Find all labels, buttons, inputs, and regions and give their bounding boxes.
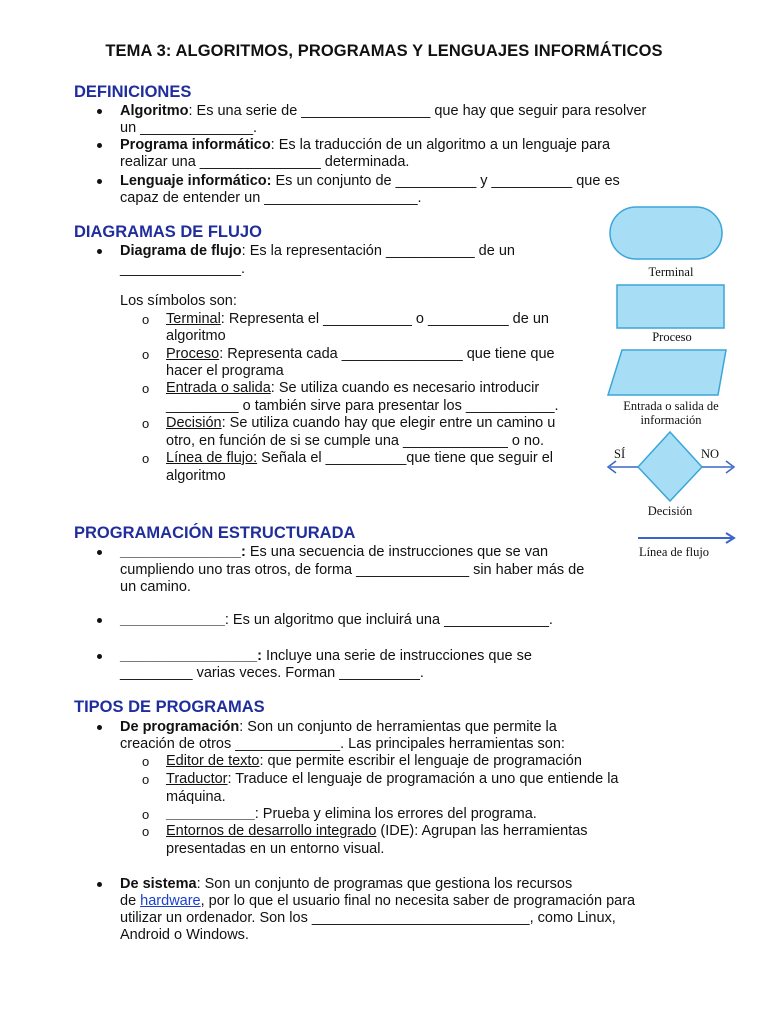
estr-secuencial: _______________: Es una secuencia de instrucciones que se van [120, 544, 549, 560]
sym-proceso: o Proceso: Representa cada _______________ que tiene que [166, 346, 555, 363]
tipo-sistema-cont: de hardware, por lo que el usuario final no necesita saber de programación para [120, 893, 636, 909]
label-si: SÍ [614, 447, 626, 461]
tipo-programacion: De programación: Son un conjunto de herramientas que permite la [120, 719, 557, 735]
tipo-sistema: De sistema: Son un conjunto de programas que gestiona los recursos [120, 876, 573, 892]
caption-linea: Línea de flujo [638, 545, 710, 559]
tool-traductor: o Traductor: Traduce el lenguaje de programación a uno que entiende la [166, 771, 619, 788]
diag-definicion: Diagrama de flujo: Es la representación ___________ de un [120, 243, 515, 259]
estr-repetitiva: _________________: Incluye una serie de instrucciones que se [120, 648, 532, 664]
tool-ide-cont: presentadas en un entorno visual. [166, 841, 385, 857]
heading-diagramas: DIAGRAMAS DE FLUJO [74, 223, 262, 241]
def-algoritmo-cont: un ______________. [120, 120, 258, 136]
def-programa-cont: realizar una _______________ determinada. [120, 154, 410, 170]
document-title: TEMA 3: ALGORITMOS, PROGRAMAS Y LENGUAJES INFORMÁTICOS [105, 42, 663, 60]
sym-entrada: o Entrada o salida: Se utiliza cuando es necesario introducir [166, 380, 539, 397]
caption-entrada-1: Entrada o salida de [623, 399, 719, 413]
def-programa: Programa informático: Es la traducción de un algoritmo a un lenguaje para [120, 137, 611, 153]
sym-decision-cont: otro, en función de si se cumple una _____________ o no. [166, 433, 545, 449]
label-no: NO [701, 447, 720, 461]
estr-secuencial-cont: cumpliendo uno tras otros, de forma ______________ sin haber más de [120, 562, 585, 578]
entrada-salida-shape [608, 350, 726, 395]
terminal-shape [610, 207, 722, 259]
caption-terminal: Terminal [648, 265, 694, 279]
caption-proceso: Proceso [652, 330, 692, 344]
tool-ide: o Entornos de desarrollo integrado (IDE): Agrupan las herramientas [166, 823, 588, 840]
decision-shape [638, 432, 702, 501]
estr-repetitiva-cont: _________ varias veces. Forman __________. [120, 665, 424, 681]
sym-terminal-cont: algoritmo [166, 328, 226, 344]
diag-simbolos: Los símbolos son: [120, 293, 237, 309]
sym-proceso-cont: hacer el programa [166, 363, 284, 379]
tool-traductor-cont: máquina. [166, 789, 226, 805]
tool-editor: o Editor de texto: que permite escribir el lenguaje de programación [166, 753, 582, 770]
sym-entrada-cont: _________ o también sirve para presentar los ___________. [166, 398, 559, 414]
estr-secuencial-cont2: un camino. [120, 579, 191, 595]
sym-decision: o Decisión: Se utiliza cuando hay que elegir entre un camino u [166, 415, 555, 432]
caption-entrada-2: información [640, 413, 702, 427]
heading-definiciones: DEFINICIONES [74, 83, 192, 101]
caption-decision: Decisión [647, 504, 693, 518]
def-algoritmo: Algoritmo: Es una serie de ________________ que hay que seguir para resolver [120, 103, 647, 119]
sym-linea: o Línea de flujo: Señala el __________que tiene que seguir el [166, 450, 553, 467]
tipo-sistema-cont3: Android o Windows. [120, 927, 249, 943]
tipo-sistema-cont2: utilizar un ordenador. Son los ___________________________, como Linux, [120, 910, 616, 926]
sym-terminal: o Terminal: Representa el ___________ o __________ de un [166, 311, 549, 328]
estr-alternativa: _____________: Es un algoritmo que incluirá una _____________. [120, 612, 553, 628]
hardware-link[interactable]: hardware [140, 893, 201, 909]
tool-depurador: o ___________: Prueba y elimina los errores del programa. [166, 806, 537, 823]
flowchart-symbols [600, 205, 760, 575]
def-lenguaje-cont: capaz de entender un ___________________. [120, 190, 422, 206]
proceso-shape [617, 285, 724, 328]
heading-tipos: TIPOS DE PROGRAMAS [74, 698, 265, 716]
tipo-programacion-cont: creación de otros _____________. Las principales herramientas son: [120, 736, 565, 752]
diag-definicion-cont: _______________. [120, 261, 245, 277]
sym-linea-cont: algoritmo [166, 468, 226, 484]
heading-estructurada: PROGRAMACIÓN ESTRUCTURADA [74, 524, 356, 542]
def-lenguaje: Lenguaje informático: Es un conjunto de __________ y __________ que es [120, 173, 620, 189]
